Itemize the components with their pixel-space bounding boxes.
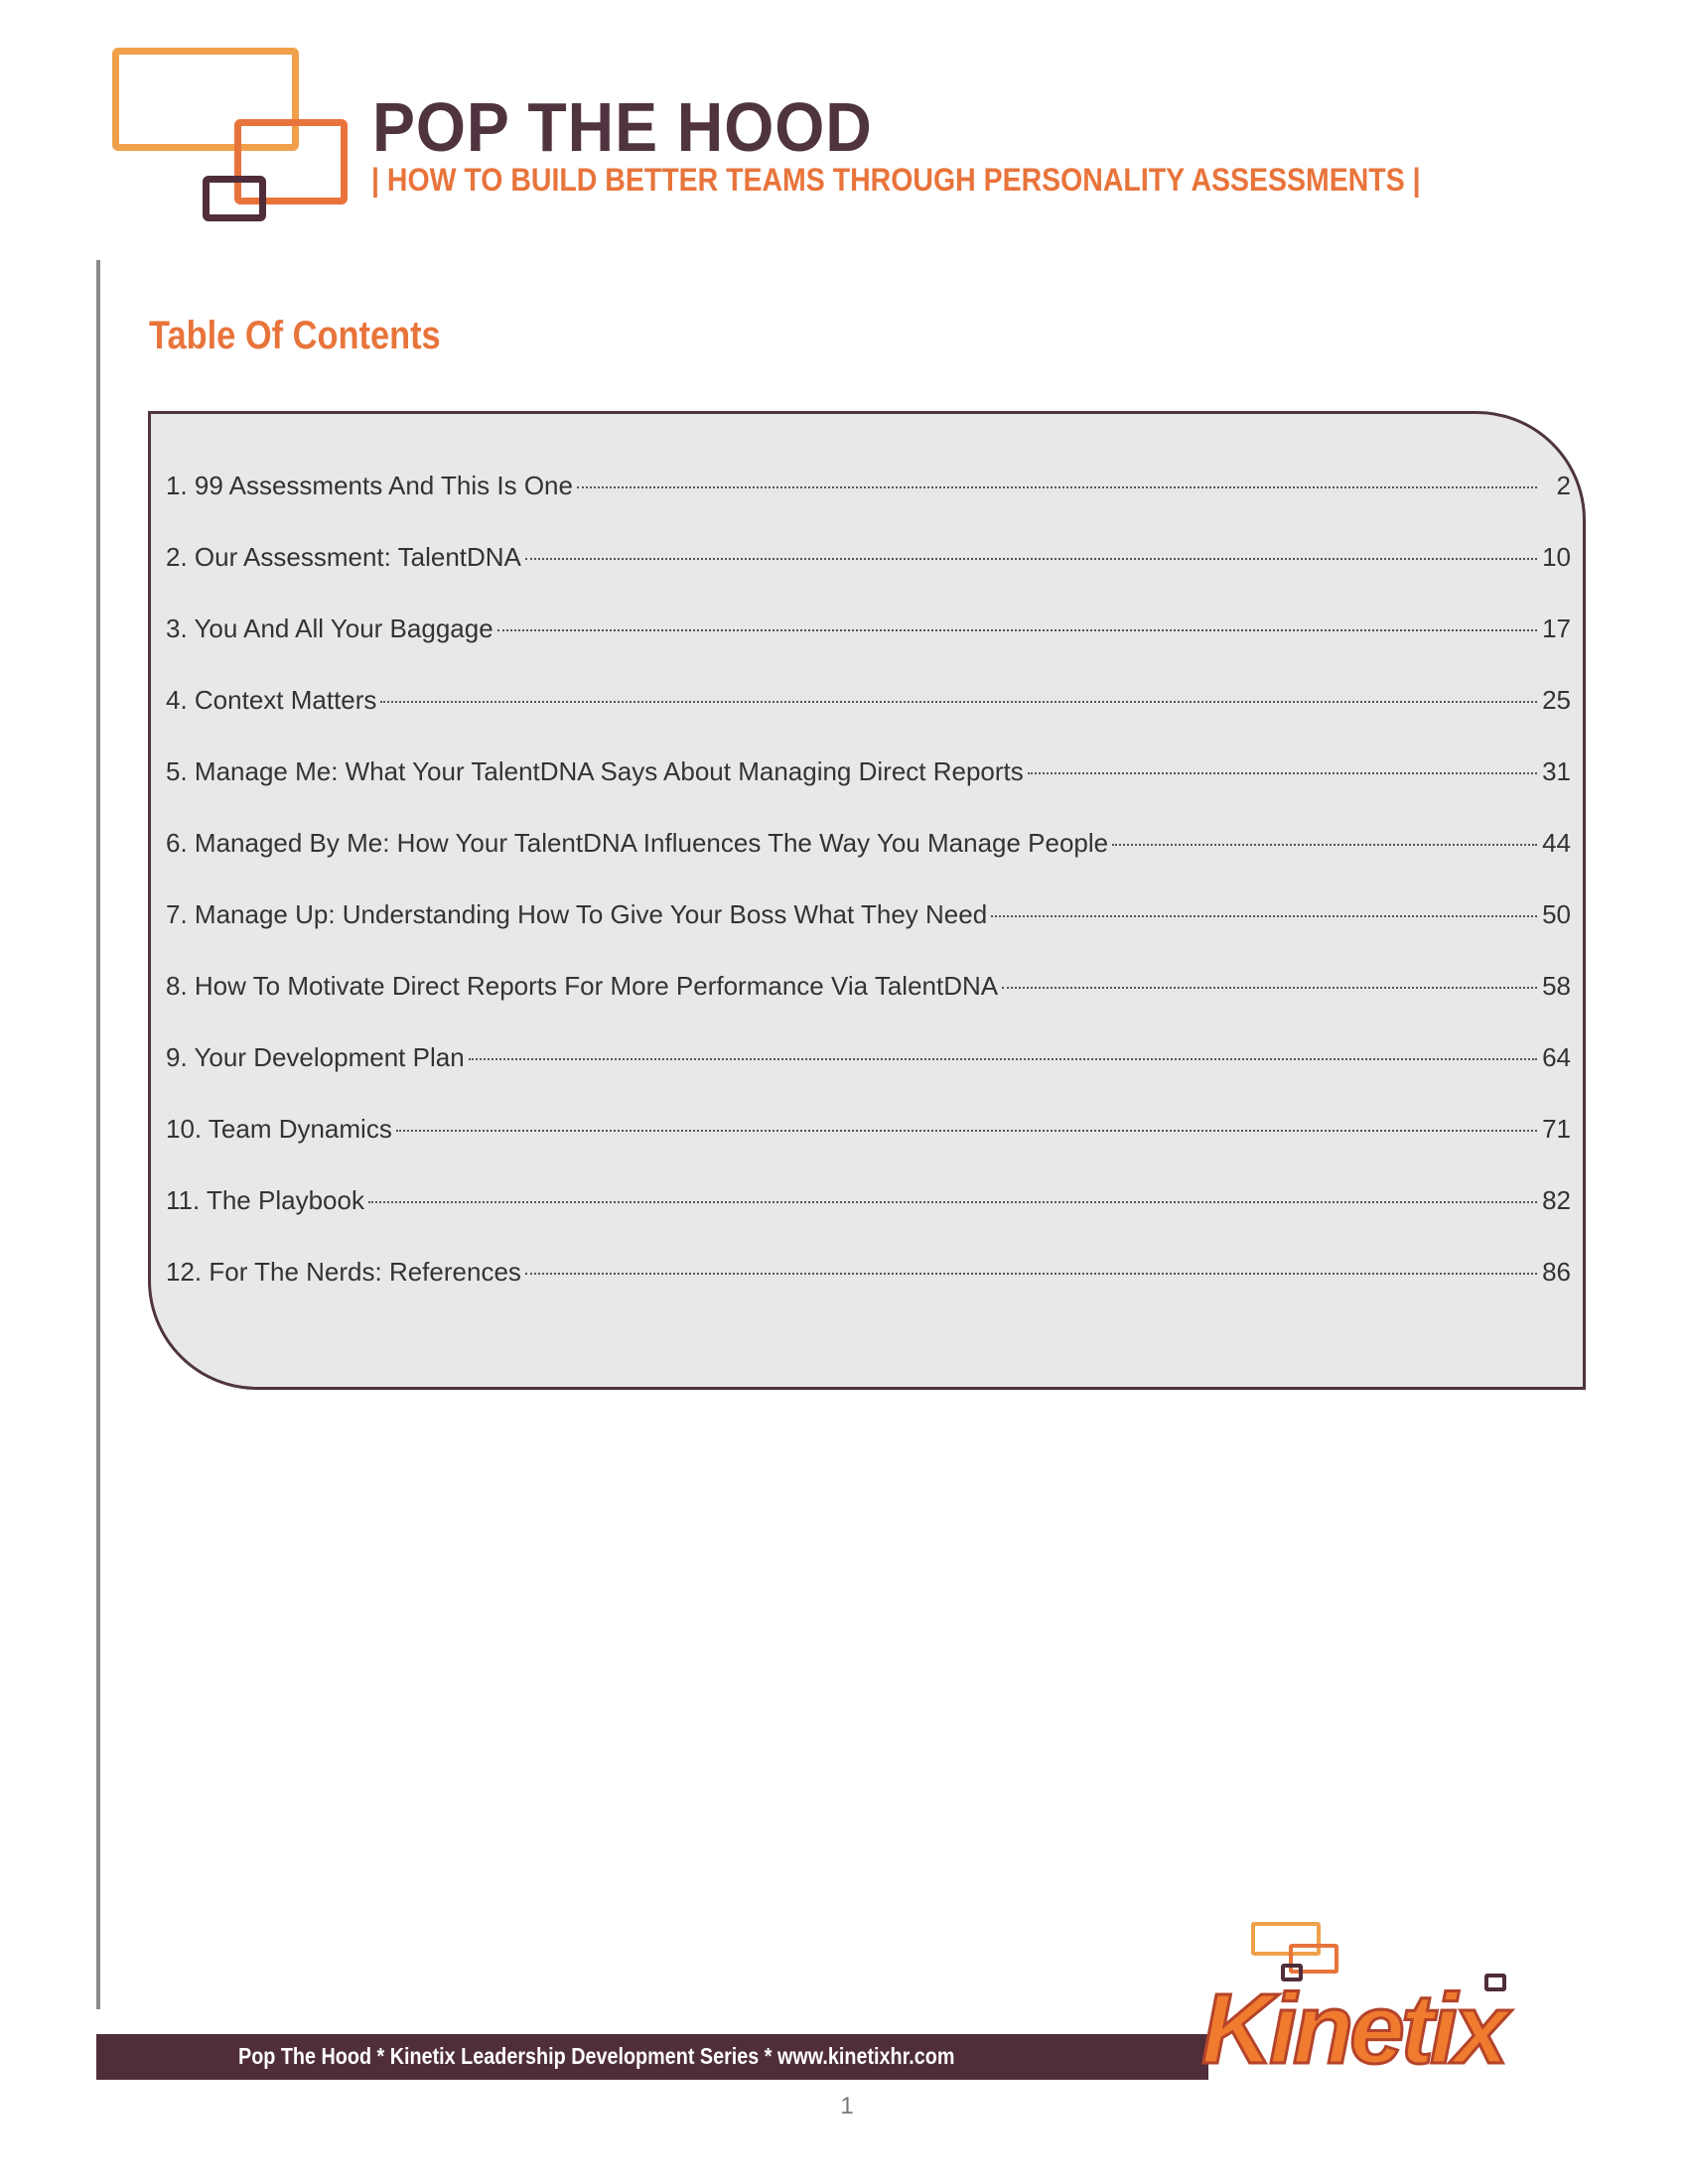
kinetix-wordmark: Kinetix (1201, 1974, 1505, 2085)
toc-entry-page: 82 (1542, 1185, 1571, 1215)
toc-entry[interactable] (166, 542, 1571, 614)
toc-entry-page: 31 (1542, 756, 1571, 786)
toc-heading: Table Of Contents (149, 314, 441, 357)
toc-entry[interactable] (166, 685, 1571, 756)
footer-text: Pop The Hood * Kinetix Leadership Development Series * www.kinetixhr.com (238, 2043, 955, 2069)
toc-entry-page: 58 (1542, 971, 1571, 1001)
toc-entry-page: 86 (1542, 1257, 1571, 1287)
toc-dot-leader (396, 1130, 1537, 1132)
toc-entry-page: 2 (1556, 471, 1571, 500)
toc-entry-page: 10 (1542, 542, 1571, 572)
toc-entry[interactable] (166, 471, 1571, 542)
toc-entry-label: 3. You And All Your Baggage (166, 614, 493, 643)
toc-entry-page: 50 (1542, 899, 1571, 929)
toc-dot-leader (380, 701, 1537, 703)
toc-dot-leader (1112, 844, 1537, 846)
toc-entry-label: 1. 99 Assessments And This Is One (166, 471, 573, 500)
toc-dot-leader (1028, 772, 1537, 774)
logo-i-dot-box (1484, 1974, 1506, 1991)
toc-dot-leader (1002, 987, 1537, 989)
toc-entry-label: 12. For The Nerds: References (166, 1257, 521, 1287)
toc-entry-page: 44 (1542, 828, 1571, 858)
document-subtitle: | HOW TO BUILD BETTER TEAMS THROUGH PERSONALITY ASSESSMENTS | (371, 162, 1421, 198)
logo-box-plum (203, 176, 266, 221)
side-rule (96, 260, 100, 2009)
toc-entry-page: 25 (1542, 685, 1571, 715)
toc-list (166, 471, 1571, 1328)
toc-entry-page: 17 (1542, 614, 1571, 643)
toc-entry[interactable] (166, 899, 1571, 971)
toc-entry[interactable] (166, 1257, 1571, 1328)
toc-entry-label: 10. Team Dynamics (166, 1114, 392, 1144)
toc-entry-label: 6. Managed By Me: How Your TalentDNA Influences The Way You Manage People (166, 828, 1109, 858)
page-number: 1 (840, 2093, 854, 2119)
toc-entry[interactable] (166, 1042, 1571, 1114)
toc-entry-label: 9. Your Development Plan (166, 1042, 465, 1072)
toc-dot-leader (469, 1058, 1537, 1060)
toc-entry[interactable] (166, 756, 1571, 828)
toc-dot-leader (525, 1273, 1537, 1275)
toc-dot-leader (497, 629, 1537, 631)
toc-dot-leader (525, 558, 1537, 560)
toc-dot-leader (368, 1201, 1537, 1203)
toc-entry-page: 64 (1542, 1042, 1571, 1072)
toc-entry-label: 4. Context Matters (166, 685, 377, 715)
toc-entry-label: 5. Manage Me: What Your TalentDNA Says About Managing Direct Reports (166, 756, 1024, 786)
toc-entry[interactable] (166, 828, 1571, 899)
toc-entry[interactable] (166, 614, 1571, 685)
toc-entry[interactable] (166, 971, 1571, 1042)
toc-dot-leader (991, 915, 1537, 917)
document-title: POP THE HOOD (372, 88, 873, 166)
toc-entry[interactable] (166, 1114, 1571, 1185)
toc-dot-leader (577, 486, 1537, 488)
toc-entry-label: 11. The Playbook (166, 1185, 364, 1215)
toc-entry-label: 7. Manage Up: Understanding How To Give Your Boss What They Need (166, 899, 988, 929)
toc-entry-page: 71 (1542, 1114, 1571, 1144)
kinetix-logo (1201, 1922, 1589, 2091)
toc-entry[interactable] (166, 1185, 1571, 1257)
toc-entry-label: 8. How To Motivate Direct Reports For More Performance Via TalentDNA (166, 971, 999, 1001)
toc-entry-label: 2. Our Assessment: TalentDNA (166, 542, 521, 572)
